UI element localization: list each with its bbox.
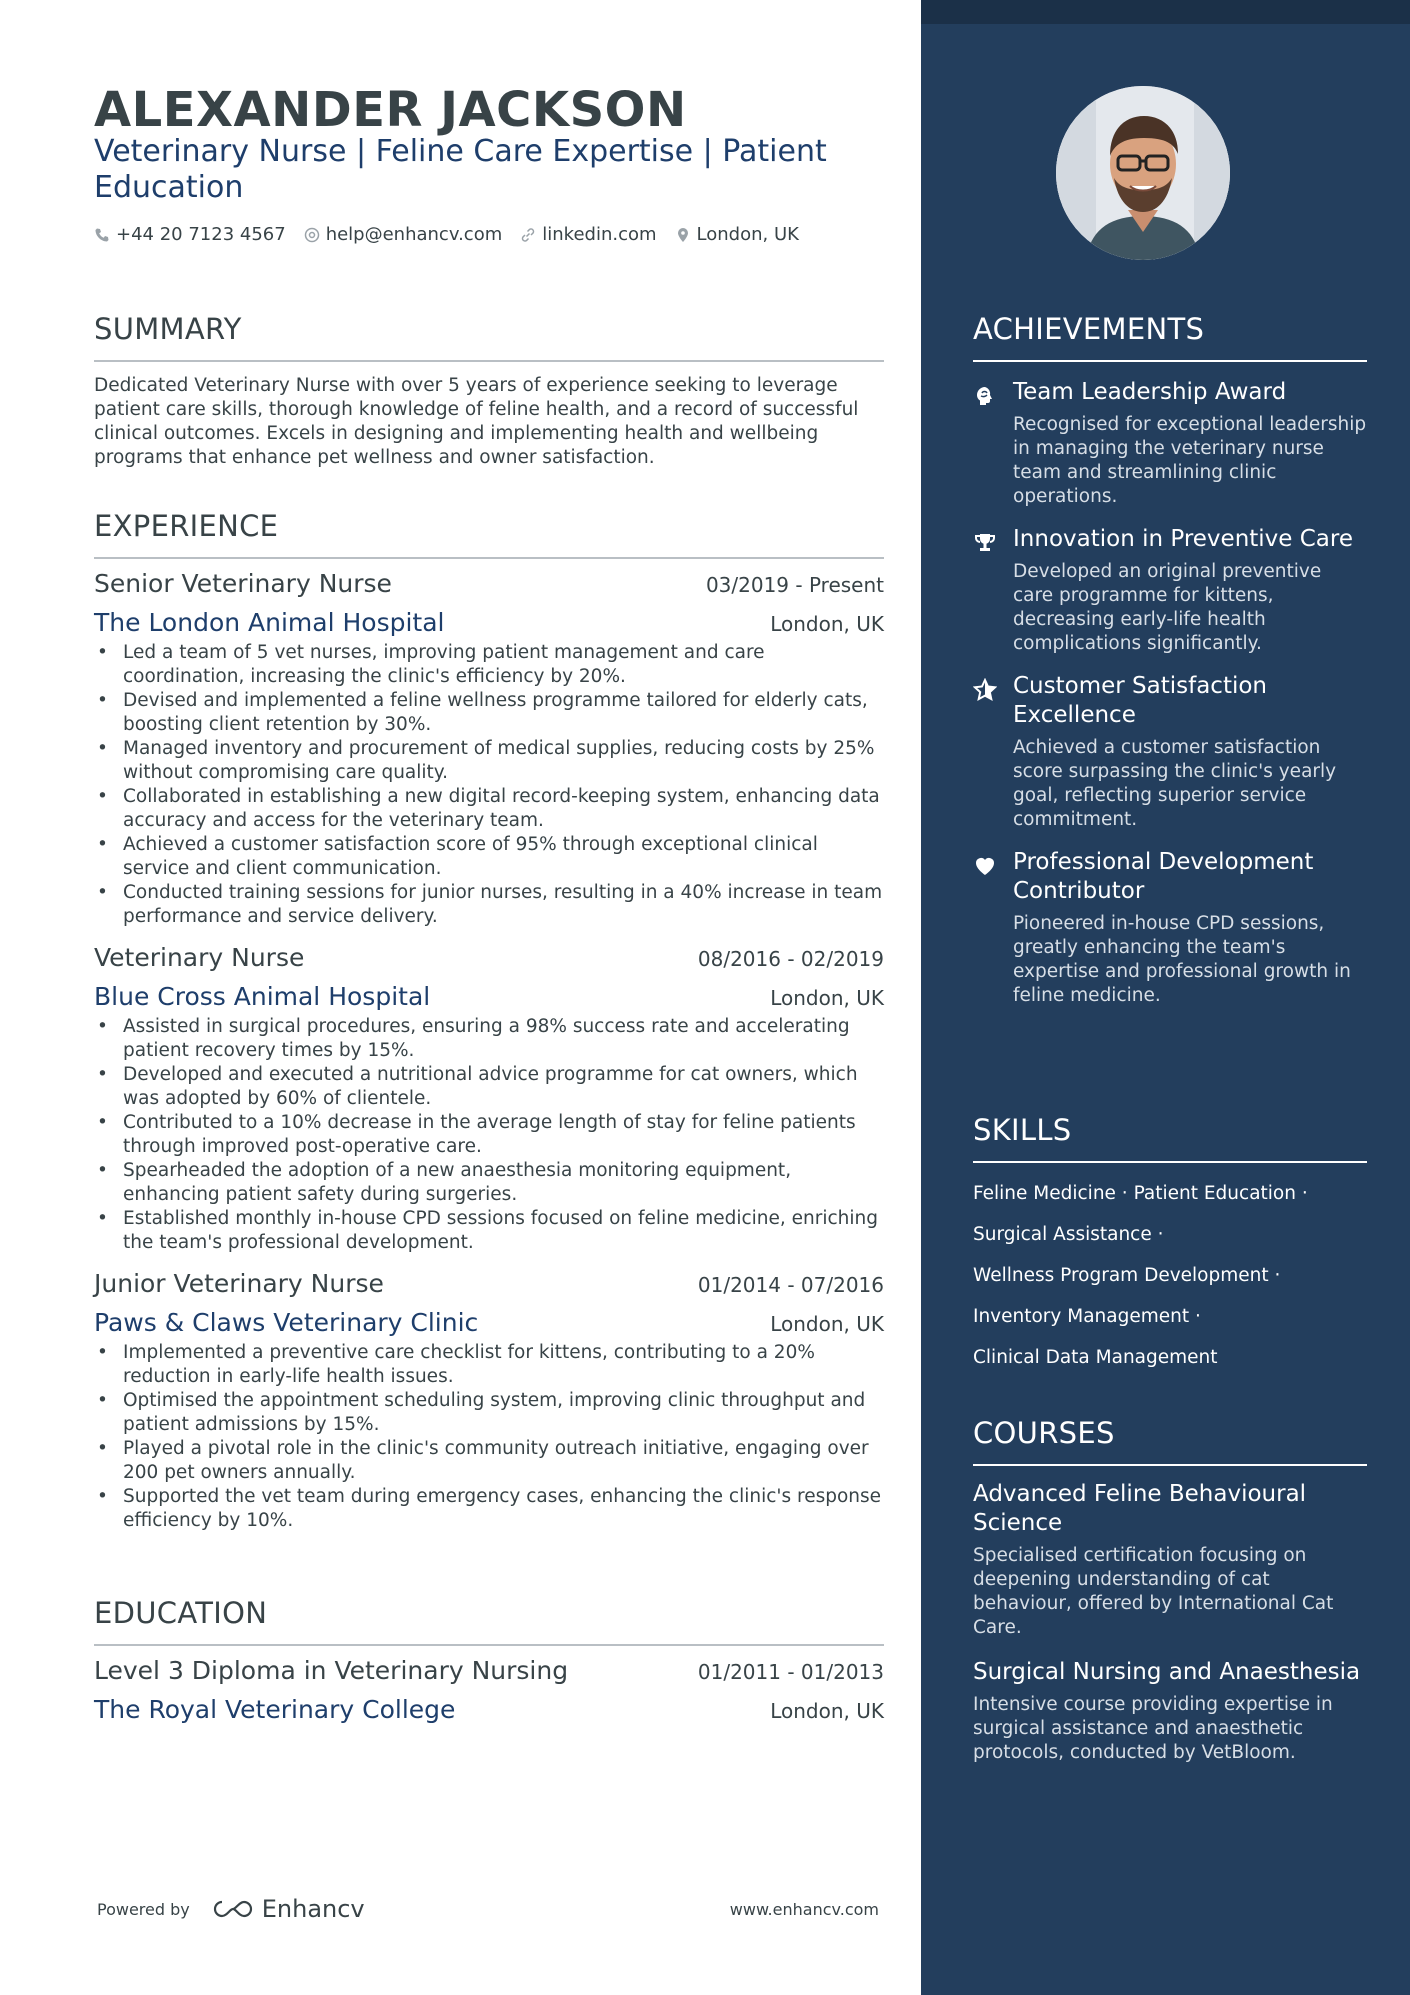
achievement-title: Customer Satisfaction Excellence (1013, 673, 1268, 728)
achievement-item (973, 525, 1367, 656)
section-divider (94, 557, 884, 559)
achievement-desc: Recognised for exceptional leadership in managing the veterinary nurse team and streamlining clinic operations. (1013, 414, 1367, 507)
course-desc: Specialised certification focusing on deepening understanding of cat behaviour, offered by International Cat Care. (973, 1545, 1334, 1638)
bullet-item: • Played a pivotal role in the clinic's community outreach initiative, engaging over 200 pet owners annually. (94, 1437, 884, 1485)
bullet-item: • Assisted in surgical procedures, ensuring a 98% success rate and accelerating patient recovery times by 15%. (94, 1015, 884, 1063)
contact-bar (94, 224, 799, 245)
company-name: The London Animal Hospital (94, 608, 445, 637)
skill-line: Feline Medicine · Patient Education · (973, 1183, 1308, 1204)
achievement-title: Professional Development Contributor (1013, 849, 1314, 904)
course-item (973, 1480, 1367, 1640)
enhancv-logo-icon (210, 1898, 256, 1920)
bullet-item: • Spearheaded the adoption of a new anaesthesia monitoring equipment, enhancing patient safety during surgeries. (94, 1159, 884, 1207)
candidate-name: ALEXANDER JACKSON (94, 82, 687, 138)
job-entry (94, 569, 884, 929)
candidate-headline: Veterinary Nurse | Feline Care Expertise | Patient Education (94, 134, 827, 205)
heart-icon (973, 854, 997, 878)
section-divider (94, 360, 884, 362)
powered-by (97, 1895, 365, 1923)
company-name: Blue Cross Animal Hospital (94, 982, 431, 1011)
bullet-item: • Devised and implemented a feline wellness programme tailored for elderly cats, boosting client retention by 30%. (94, 689, 884, 737)
at-icon (304, 227, 320, 243)
bullet-item: • Established monthly in-house CPD sessions focused on feline medicine, enriching the team's professional development. (94, 1207, 884, 1255)
contact-phone[interactable] (94, 224, 286, 245)
phone-text: +44 20 7123 4567 (116, 224, 286, 245)
bullet-item: • Supported the vet team during emergency cases, enhancing the clinic's response efficiency by 10%. (94, 1485, 884, 1533)
summary-title: SUMMARY (94, 312, 242, 346)
link-text: linkedin.com (542, 224, 657, 245)
footer (97, 1895, 879, 1923)
job-entry (94, 943, 884, 1255)
trophy-icon (973, 531, 997, 555)
achievement-desc: Developed an original preventive care programme for kittens, decreasing early-life health complications significantly. (1013, 561, 1322, 654)
location-text: London, UK (696, 224, 799, 245)
achievement-item (973, 848, 1367, 1008)
achievement-item (973, 672, 1367, 832)
job-dates: 08/2016 - 02/2019 (697, 947, 884, 971)
location-pin-icon (675, 227, 691, 243)
job-dates: 01/2014 - 07/2016 (697, 1273, 884, 1297)
job-location: London, UK (770, 1312, 884, 1336)
phone-icon (94, 227, 110, 243)
skill-line: Wellness Program Development · (973, 1265, 1281, 1286)
skills-list (973, 1173, 1367, 1378)
experience-title: EXPERIENCE (94, 509, 279, 543)
bullet-item: • Implemented a preventive care checklist for kittens, contributing to a 20% reduction in early-life health issues. (94, 1341, 884, 1389)
section-divider (973, 1464, 1367, 1466)
achievement-title: Team Leadership Award (1013, 379, 1287, 405)
footer-website-link[interactable]: www.enhancv.com (729, 1899, 879, 1919)
job-bullets (94, 641, 884, 929)
summary-section (94, 312, 884, 470)
contact-link[interactable] (520, 224, 656, 245)
skill-line: Inventory Management · (973, 1306, 1201, 1327)
profile-photo (1056, 86, 1230, 260)
job-location: London, UK (770, 612, 884, 636)
course-item (973, 1658, 1367, 1765)
bullet-item: • Optimised the appointment scheduling system, improving clinic throughput and patient admissions by 15%. (94, 1389, 884, 1437)
bullet-item: • Collaborated in establishing a new digital record-keeping system, enhancing data accuracy and access for the veterinary team. (94, 785, 884, 833)
job-bullets (94, 1015, 884, 1255)
bullet-item: • Conducted training sessions for junior nurses, resulting in a 40% increase in team performance and service delivery. (94, 881, 884, 929)
section-divider (94, 1644, 884, 1646)
avatar-illustration (1056, 86, 1230, 260)
education-dates: 01/2011 - 01/2013 (697, 1660, 884, 1684)
star-icon (973, 678, 997, 702)
course-title: Surgical Nursing and Anaesthesia (973, 1659, 1361, 1685)
job-entry (94, 1269, 884, 1533)
job-title: Junior Veterinary Nurse (94, 1269, 384, 1298)
school-location: London, UK (770, 1699, 884, 1723)
job-title: Senior Veterinary Nurse (94, 569, 392, 598)
experience-section (94, 509, 884, 1533)
achievement-desc: Achieved a customer satisfaction score surpassing the clinic's yearly goal, reflecting superior service commitment. (1013, 737, 1337, 830)
course-desc: Intensive course providing expertise in surgical assistance and anaesthetic protocols, conducted by VetBloom. (973, 1694, 1333, 1763)
section-divider (973, 1161, 1367, 1163)
skill-line: Clinical Data Management (973, 1347, 1218, 1368)
bullet-item: • Contributed to a 10% decrease in the average length of stay for feline patients through improved post-operative care. (94, 1111, 884, 1159)
contact-email[interactable] (304, 224, 503, 245)
powered-by-label: Powered by (97, 1899, 190, 1919)
bullet-item: • Led a team of 5 vet nurses, improving patient management and care coordination, increasing the clinic's efficiency by 20%. (94, 641, 884, 689)
education-section (94, 1596, 884, 1724)
contact-location (675, 224, 799, 245)
bullet-item: • Managed inventory and procurement of medical supplies, reducing costs by 25% without compromising care quality. (94, 737, 884, 785)
job-dates: 03/2019 - Present (705, 573, 884, 597)
brand-logo[interactable] (210, 1895, 365, 1923)
brain-icon (973, 384, 997, 408)
sidebar (921, 0, 1410, 1995)
achievements-title: ACHIEVEMENTS (973, 312, 1205, 346)
achievement-item (973, 378, 1367, 509)
bullet-item: • Developed and executed a nutritional advice programme for cat owners, which was adopted by 60% of clientele. (94, 1063, 884, 1111)
courses-title: COURSES (973, 1416, 1115, 1450)
achievement-title: Innovation in Preventive Care (1013, 526, 1354, 552)
school-name: The Royal Veterinary College (94, 1695, 456, 1724)
link-icon (520, 227, 536, 243)
courses-section (973, 1416, 1367, 1765)
bullet-item: • Achieved a customer satisfaction score of 95% through exceptional clinical service and client communication. (94, 833, 884, 881)
skills-section (973, 1113, 1367, 1378)
skills-title: SKILLS (973, 1113, 1072, 1147)
summary-text: Dedicated Veterinary Nurse with over 5 years of experience seeking to leverage patient care skills, thorough knowledge of feline health, and a record of successful clinical outcomes. Excels in designing and implementing health and wellbeing programs that enhance pet wellness and owner satisfaction. (94, 375, 859, 468)
education-title: EDUCATION (94, 1596, 268, 1630)
email-text: help@enhancv.com (325, 224, 503, 245)
brand-name: Enhancv (261, 1895, 365, 1923)
degree-title: Level 3 Diploma in Veterinary Nursing (94, 1656, 569, 1685)
job-bullets (94, 1341, 884, 1533)
job-location: London, UK (770, 986, 884, 1010)
section-divider (973, 360, 1367, 362)
course-title: Advanced Feline Behavioural Science (973, 1481, 1307, 1536)
skill-line: Surgical Assistance · (973, 1224, 1164, 1245)
achievements-section (973, 312, 1367, 1008)
achievement-desc: Pioneered in-house CPD sessions, greatly enhancing the team's expertise and professional growth in feline medicine. (1013, 913, 1351, 1006)
company-name: Paws & Claws Veterinary Clinic (94, 1308, 479, 1337)
job-title: Veterinary Nurse (94, 943, 305, 972)
sidebar-top-strip (921, 0, 1410, 24)
